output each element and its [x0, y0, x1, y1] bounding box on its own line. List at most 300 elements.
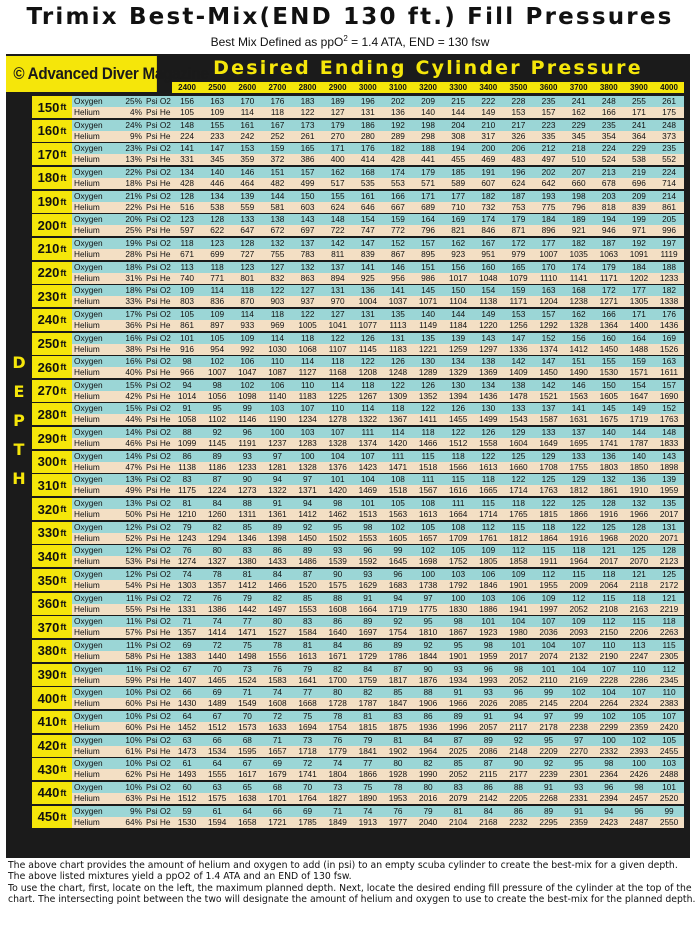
psi-value: 209	[632, 190, 646, 201]
psi-value: 1183	[389, 343, 407, 354]
depth-value: 220	[37, 265, 60, 281]
psi-values	[172, 96, 684, 107]
psi-value: 1305	[629, 296, 649, 307]
psi-label: Psi He	[146, 201, 171, 212]
psi-value: 1186	[208, 461, 227, 472]
psi-value: 139	[451, 332, 466, 343]
psi-value: 624	[511, 177, 526, 188]
psi-value: 839	[632, 201, 646, 212]
psi-value: 2190	[599, 650, 619, 661]
psi-value: 1138	[479, 296, 498, 307]
psi-value: 861	[662, 201, 676, 212]
depth-band-210	[32, 238, 684, 261]
psi-value: 104	[360, 474, 375, 485]
psi-value: 1844	[418, 650, 438, 661]
psi-value: 159	[391, 214, 405, 225]
psi-value: 174	[391, 166, 405, 177]
psi-value: 125	[511, 450, 526, 461]
psi-label: Psi He	[146, 792, 171, 803]
psi-value: 88	[182, 427, 192, 438]
psi-value: 1553	[358, 532, 378, 543]
oxygen-row	[72, 285, 684, 296]
psi-value: 188	[662, 261, 676, 272]
psi-value: 80	[393, 758, 403, 769]
psi-value: 128	[601, 498, 616, 509]
psi-value: 109	[210, 107, 225, 117]
psi-value: 1328	[298, 461, 317, 472]
depth-band-230	[32, 285, 684, 308]
depth-cell	[32, 143, 72, 166]
gas-label: Helium	[74, 225, 100, 236]
psi-value: 101	[481, 616, 496, 627]
psi-value: 1787	[358, 698, 378, 709]
psi-value: 91	[182, 403, 192, 414]
gas-label: Oxygen	[74, 332, 103, 343]
psi-label: Psi He	[146, 674, 171, 685]
psi-value: 1977	[388, 816, 408, 827]
psi-value: 2264	[599, 698, 619, 709]
psi-value: 206	[511, 143, 526, 154]
gas-percent: 20%	[125, 214, 142, 225]
psi-value: 2172	[659, 580, 679, 590]
psi-label: Psi O2	[146, 521, 171, 532]
psi-value: 1787	[629, 438, 649, 449]
psi-label: Psi He	[146, 627, 171, 638]
psi-value: 1014	[177, 390, 197, 401]
psi-label: Psi O2	[146, 710, 171, 721]
gas-percent: 52%	[125, 532, 142, 543]
psi-value: 581	[270, 201, 285, 212]
psi-value: 170	[240, 96, 255, 106]
psi-value: 130	[481, 403, 496, 414]
psi-value: 1367	[388, 414, 408, 425]
psi-value: 107	[632, 687, 646, 698]
psi-value: 86	[363, 639, 373, 650]
psi-value: 672	[270, 225, 285, 236]
psi-value: 127	[300, 285, 315, 296]
psi-value: 99	[574, 710, 584, 721]
psi-value: 1916	[569, 532, 588, 543]
psi-value: 222	[481, 96, 496, 106]
psi-value: 1566	[448, 461, 468, 472]
psi-value: 118	[270, 308, 285, 319]
psi-value: 118	[541, 521, 556, 532]
depth-band-400	[32, 687, 684, 710]
depth-band-420	[32, 735, 684, 758]
psi-value: 93	[333, 545, 343, 556]
gas-percent: 14%	[125, 450, 142, 461]
psi-value: 101	[180, 332, 194, 343]
psi-value: 1708	[539, 461, 558, 472]
psi-value: 69	[212, 687, 222, 698]
psi-value: 1867	[448, 627, 468, 638]
psi-value: 95	[574, 758, 584, 769]
psi-value: 153	[511, 308, 526, 319]
psi-values	[172, 698, 684, 709]
psi-value: 92	[423, 639, 433, 650]
psi-value: 128	[662, 545, 676, 556]
psi-value: 2228	[599, 674, 619, 685]
psi-value: 1322	[268, 485, 287, 496]
psi-value: 134	[210, 190, 225, 201]
psi-value: 1719	[629, 414, 649, 425]
psi-value: 92	[393, 616, 403, 627]
psi-value: 87	[453, 734, 463, 745]
psi-value: 172	[601, 285, 616, 296]
psi-values	[172, 533, 684, 544]
psi-value: 971	[632, 225, 646, 236]
psi-value: 1371	[298, 485, 317, 496]
psi-value: 69	[272, 758, 283, 769]
psi-value: 1394	[448, 390, 468, 401]
psi-value: 187	[511, 190, 526, 201]
psi-value: 78	[333, 710, 343, 721]
psi-value: 125	[571, 498, 586, 509]
psi-value: 152	[662, 403, 676, 414]
psi-value: 921	[571, 225, 586, 236]
psi-value: 118	[451, 450, 465, 461]
psi-value: 87	[212, 474, 222, 485]
psi-value: 163	[662, 356, 676, 367]
gas-percent: 18%	[125, 285, 142, 296]
gas-label: Oxygen	[74, 285, 103, 296]
helium-row	[72, 580, 684, 592]
psi-value: 105	[180, 107, 194, 117]
psi-value: 499	[300, 177, 315, 188]
psi-value: 1071	[418, 296, 438, 307]
psi-value: 1224	[207, 485, 227, 496]
psi-value: 121	[662, 592, 676, 603]
oxygen-row	[72, 735, 684, 746]
psi-value: 2345	[659, 674, 679, 685]
gas-label: Oxygen	[74, 710, 103, 721]
depth-cell	[32, 782, 72, 805]
psi-value: 1512	[207, 721, 227, 732]
psi-value: 1638	[238, 792, 257, 803]
psi-value: 1721	[268, 816, 287, 827]
psi-value: 1469	[358, 485, 378, 496]
psi-value: 126	[360, 332, 375, 343]
psi-value: 224	[662, 166, 676, 177]
psi-value: 111	[391, 450, 405, 461]
psi-values	[172, 806, 684, 817]
psi-value: 86	[483, 781, 493, 792]
psi-value: 1910	[629, 485, 649, 496]
psi-value: 96	[604, 781, 614, 792]
gas-label: Oxygen	[74, 498, 103, 509]
gas-label: Helium	[74, 154, 100, 165]
psi-value: 112	[511, 545, 526, 556]
psi-value: 2142	[479, 792, 498, 803]
psi-value: 1592	[358, 556, 378, 567]
psi-value: 966	[180, 367, 194, 378]
psi-value: 101	[330, 474, 345, 485]
psi-value: 1980	[509, 627, 528, 638]
psi-value: 1898	[659, 461, 679, 472]
psi-value: 154	[360, 214, 375, 225]
psi-value: 308	[451, 130, 466, 141]
psi-value: 1694	[298, 721, 317, 732]
psi-values	[172, 769, 684, 780]
psi-value: 1997	[539, 603, 558, 614]
psi-value: 76	[393, 805, 403, 816]
depth-value: 370	[37, 619, 60, 635]
psi-value: 2150	[599, 627, 619, 638]
psi-value: 157	[541, 308, 556, 319]
psi-value: 79	[302, 663, 313, 674]
psi-value: 107	[360, 450, 375, 461]
psi-value: 160	[601, 332, 616, 343]
psi-value: 110	[270, 356, 285, 367]
psi-value: 1866	[569, 509, 588, 520]
psi-value: 166	[391, 190, 405, 201]
psi-value: 140	[421, 107, 435, 117]
psi-values	[172, 391, 684, 402]
psi-values	[172, 580, 684, 591]
pressure-header-3200: 3200	[419, 83, 437, 92]
psi-value: 1575	[328, 580, 347, 590]
depth-band-220	[32, 262, 684, 285]
psi-value: 83	[242, 545, 252, 556]
psi-values	[172, 262, 684, 273]
psi-value: 2286	[629, 674, 649, 685]
psi-value: 255	[632, 96, 646, 106]
psi-value: 96	[363, 545, 373, 556]
pressure-header-4000: 4000	[660, 83, 678, 92]
psi-value: 105	[421, 521, 435, 532]
helium-row	[72, 675, 684, 687]
gas-label: Oxygen	[74, 687, 103, 698]
psi-value: 671	[180, 248, 194, 259]
psi-value: 1520	[298, 580, 317, 590]
psi-value: 78	[272, 639, 283, 650]
gas-percent: 21%	[125, 190, 142, 201]
psi-value: 118	[602, 569, 616, 579]
psi-value: 1698	[418, 556, 438, 567]
psi-value: 1233	[659, 272, 679, 283]
depth-cell	[32, 498, 72, 521]
psi-value: 75	[242, 639, 252, 650]
psi-label: Psi He	[146, 414, 171, 425]
psi-values	[172, 451, 684, 462]
psi-value: 74	[182, 569, 192, 579]
psi-value: 217	[511, 119, 526, 130]
psi-value: 1858	[509, 556, 528, 567]
psi-value: 2145	[539, 698, 558, 709]
psi-value: 1502	[328, 532, 347, 543]
psi-value: 115	[541, 545, 556, 556]
psi-value: 996	[662, 225, 676, 236]
psi-values	[172, 167, 684, 178]
psi-value: 2036	[539, 627, 558, 638]
gas-percent: 17%	[125, 308, 142, 319]
psi-value: 101	[360, 498, 375, 509]
psi-value: 83	[393, 710, 403, 721]
psi-value: 122	[541, 498, 556, 509]
psi-value: 122	[360, 356, 375, 367]
psi-value: 969	[270, 319, 285, 330]
depth-cell	[32, 380, 72, 403]
psi-value: 137	[330, 261, 345, 272]
psi-value: 84	[483, 805, 493, 816]
psi-value: 455	[451, 154, 466, 165]
psi-value: 74	[333, 758, 343, 769]
helium-row	[72, 391, 684, 403]
psi-value: 122	[270, 285, 285, 296]
psi-value: 1556	[268, 650, 287, 661]
psi-value: 60	[182, 781, 192, 792]
gas-label: Helium	[74, 745, 100, 756]
oxygen-row	[72, 214, 684, 225]
psi-value: 696	[632, 177, 646, 188]
psi-value: 1738	[418, 580, 438, 590]
psi-value: 103	[451, 569, 466, 579]
psi-value: 1376	[328, 461, 347, 472]
psi-value: 71	[272, 734, 283, 745]
psi-value: 86	[272, 545, 283, 556]
psi-value: 345	[571, 130, 586, 141]
psi-value: 1761	[479, 532, 498, 543]
psi-value: 166	[601, 107, 616, 117]
depth-value: 300	[37, 454, 60, 470]
psi-value: 100	[270, 427, 285, 438]
psi-value: 157	[300, 166, 315, 177]
gas-percent: 18%	[125, 177, 142, 188]
psi-value: 96	[393, 569, 403, 579]
psi-value: 1827	[328, 792, 347, 803]
helium-row	[72, 604, 684, 616]
depth-band-330	[32, 522, 684, 545]
gas-label: Helium	[74, 816, 100, 827]
oxygen-row	[72, 569, 684, 580]
pressure-header-3800: 3800	[599, 83, 618, 92]
psi-value: 1527	[268, 627, 287, 638]
psi-value: 140	[210, 166, 225, 177]
gas-label: Helium	[74, 296, 100, 307]
psi-label: Psi He	[146, 509, 171, 520]
psi-value: 1077	[358, 319, 378, 330]
psi-value: 2299	[599, 721, 619, 732]
psi-value: 1518	[418, 461, 438, 472]
psi-value: 66	[212, 734, 222, 745]
psi-value: 163	[541, 285, 556, 296]
psi-value: 464	[240, 177, 255, 188]
psi-value: 104	[511, 616, 526, 627]
psi-label: Psi He	[146, 107, 171, 117]
psi-value: 114	[391, 427, 405, 438]
psi-value: 1455	[448, 414, 468, 425]
gas-percent: 42%	[125, 390, 142, 401]
psi-value: 86	[333, 616, 343, 627]
depth-band-260	[32, 356, 684, 379]
depth-value: 350	[37, 572, 60, 588]
psi-values	[172, 344, 684, 355]
psi-value: 1906	[418, 698, 438, 709]
psi-values	[172, 131, 684, 142]
psi-label: Psi O2	[146, 474, 171, 485]
psi-value: 1573	[238, 721, 257, 732]
psi-value: 80	[272, 616, 283, 627]
psi-value: 81	[182, 498, 192, 509]
psi-value: 76	[182, 545, 192, 556]
psi-value: 215	[451, 96, 466, 106]
psi-value: 1911	[539, 556, 558, 567]
psi-value: 93	[574, 781, 584, 792]
psi-value: 1752	[448, 556, 468, 567]
psi-value: 98	[513, 663, 524, 674]
psi-value: 77	[302, 687, 313, 698]
psi-value: 2074	[539, 650, 558, 661]
depth-unit: ft	[60, 693, 67, 704]
psi-value: 189	[571, 214, 586, 225]
psi-value: 483	[511, 154, 526, 165]
psi-value: 1534	[207, 745, 227, 756]
psi-value: 1361	[268, 509, 287, 520]
depth-value: 270	[37, 383, 60, 399]
psi-value: 1902	[388, 745, 408, 756]
psi-value: 818	[601, 201, 616, 212]
psi-value: 77	[363, 758, 373, 769]
helium-row	[72, 154, 684, 166]
gas-percent: 62%	[125, 769, 142, 780]
psi-label: Psi O2	[146, 190, 171, 201]
psi-value: 200	[481, 143, 496, 154]
gas-label: Oxygen	[74, 450, 103, 461]
psi-value: 298	[421, 130, 435, 141]
helium-row	[72, 793, 684, 805]
psi-value: 1210	[177, 509, 197, 520]
psi-label: Psi He	[146, 721, 171, 732]
psi-value: 2359	[629, 721, 649, 732]
psi-value: 79	[242, 592, 252, 603]
psi-value: 97	[543, 710, 554, 721]
psi-value: 114	[300, 356, 315, 367]
depth-unit: ft	[60, 716, 67, 727]
depth-unit: ft	[60, 314, 67, 325]
psi-value: 144	[270, 190, 285, 201]
psi-value: 159	[511, 285, 526, 296]
psi-value: 1374	[539, 343, 558, 354]
psi-value: 110	[632, 663, 646, 674]
psi-values	[172, 309, 684, 320]
pressure-header-3600: 3600	[539, 83, 558, 92]
psi-value: 1934	[448, 674, 468, 685]
psi-value: 88	[423, 687, 433, 698]
depth-cell	[32, 711, 72, 734]
gas-label: Oxygen	[74, 758, 103, 769]
helium-row	[72, 273, 684, 285]
oxygen-row	[72, 451, 684, 462]
oxygen-row	[72, 498, 684, 509]
psi-value: 90	[242, 474, 252, 485]
psi-value: 1322	[358, 414, 378, 425]
pressure-header-2500: 2500	[208, 83, 227, 92]
psi-value: 73	[333, 781, 343, 792]
gas-label: Oxygen	[74, 403, 103, 414]
psi-value: 1741	[599, 438, 619, 449]
psi-value: 88	[242, 498, 252, 509]
psi-value: 1225	[328, 390, 347, 401]
psi-value: 1875	[388, 721, 408, 732]
psi-value: 204	[451, 119, 466, 130]
psi-value: 2025	[448, 745, 468, 756]
depth-unit: ft	[60, 149, 67, 160]
psi-value: 896	[541, 225, 556, 236]
psi-value: 1407	[177, 674, 197, 685]
depth-cell	[32, 640, 72, 663]
psi-value: 107	[541, 616, 556, 627]
psi-value: 156	[180, 96, 194, 106]
